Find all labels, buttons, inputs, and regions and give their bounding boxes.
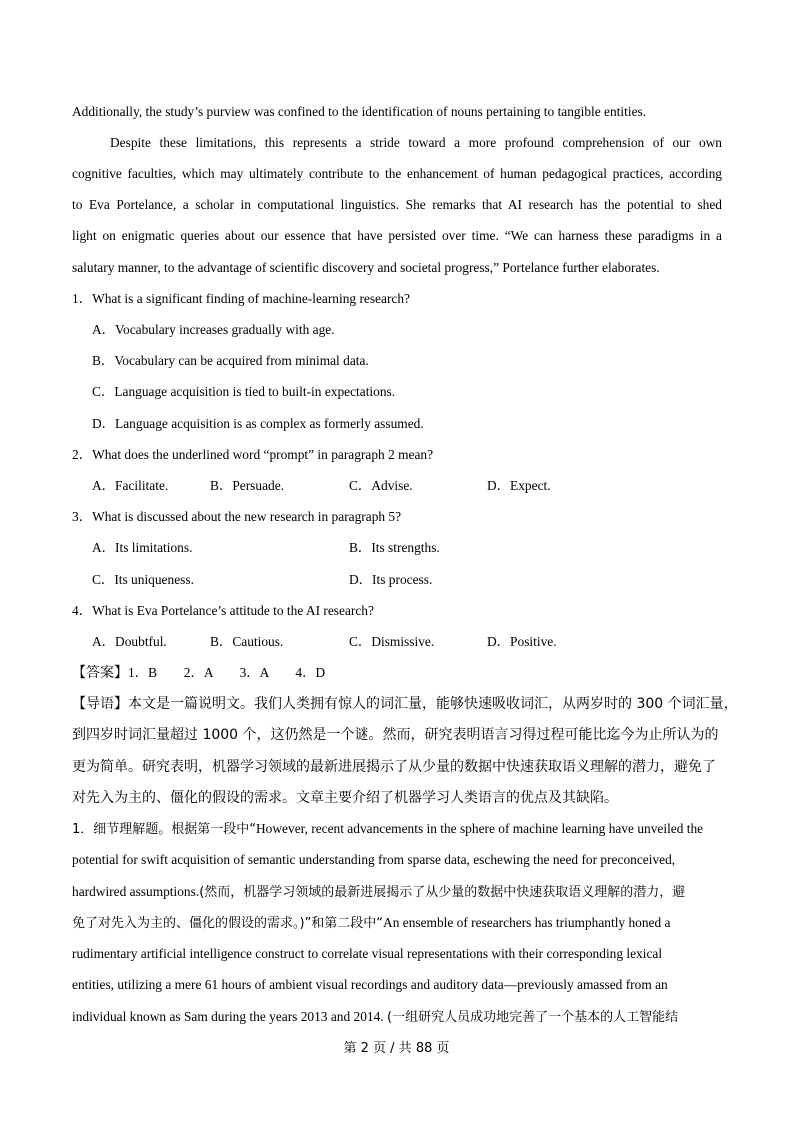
guide-text-1: 本文是一篇说明文。我们人类拥有惊人的词汇量，能够快速吸收词汇，从两岁时的 300 个词汇量， — [128, 696, 738, 712]
answer-line — [72, 661, 722, 685]
passage-line-4: to Eva Portelance, a scholar in computational linguistics. She remarks that AI research has the potential to shed — [72, 197, 722, 212]
explanation-1-zh: 1．细节理解题。根据第一段中“ — [72, 822, 257, 837]
question-1-option-d: D．Language acquisition is as complex as formerly assumed. — [92, 416, 424, 431]
question-2-stem: 2．What does the underlined word “prompt” in paragraph 2 mean? — [72, 447, 434, 462]
explanation-1-en: However, recent advancements in the sphere of machine learning have unveiled the — [256, 821, 704, 836]
question-4-option-a: A．Doubtful. — [92, 634, 167, 649]
question-2-option-d: D．Expect. — [487, 478, 551, 493]
question-3-option-a: A．Its limitations. — [92, 540, 193, 555]
guide-line-4: 对先入为主的、僵化的假设的需求。文章主要介绍了机器学习人类语言的优点及其缺陷。 — [72, 790, 618, 806]
question-2-option-b: B．Persuade. — [210, 478, 285, 493]
guide-line-1 — [72, 692, 738, 716]
question-2-option-c: C．Advise. — [349, 478, 413, 493]
explanation-7-en: individual known as Sam during the years 2013 and 2014. — [72, 1009, 388, 1024]
passage-line-2: Despite these limitations, this represents a stride toward a more profound comprehension of our own — [110, 135, 722, 150]
question-3-option-b: B．Its strengths. — [349, 540, 440, 555]
passage-line-1: Additionally, the study’s purview was confined to the identification of nouns pertaining to tangible entities. — [72, 104, 647, 119]
answer-text: 1．B 2．A 3．A 4．D — [128, 665, 326, 680]
explanation-3-en: hardwired assumptions. — [72, 884, 200, 899]
explanation-line-2: potential for swift acquisition of semantic understanding from sparse data, eschewing the need for preconceived, — [72, 852, 676, 867]
question-1-option-c: C．Language acquisition is tied to built-in expectations. — [92, 384, 396, 399]
explanation-3-zh: (然而，机器学习领域的最新进展揭示了从少量的数据中快速获取语义理解的潜力，避 — [199, 885, 686, 900]
question-2-option-a: A．Facilitate. — [92, 478, 169, 493]
question-4-option-c: C．Dismissive. — [349, 634, 435, 649]
explanation-line-5: rudimentary artificial intelligence construct to correlate visual representations with their corresponding lexical — [72, 946, 663, 961]
explanation-7-zh: (一组研究人员成功地完善了一个基本的人工智能结 — [387, 1010, 679, 1025]
explanation-4-zh: 免了对先入为主的、僵化的假设的需求。)”和第二段中“ — [72, 916, 384, 931]
question-1-option-a: A．Vocabulary increases gradually with age. — [92, 322, 335, 337]
explanation-line-1 — [72, 817, 722, 841]
answer-label: 【答案】 — [72, 665, 128, 681]
guide-line-2: 到四岁时词汇量超过 1000 个，这仍然是一个谜。然而，研究表明语言习得过程可能比迄今为止所认为的 — [72, 727, 719, 743]
question-3-option-d: D．Its process. — [349, 572, 433, 587]
passage-line-3: cognitive faculties, which may ultimately contribute to the enhancement of human pedagogical practices, according — [72, 166, 722, 181]
passage-line-6: salutary manner, to the advantage of scientific discovery and societal progress,” Portelance further elaborates. — [72, 260, 660, 275]
passage-line-5: light on enigmatic queries about our essence that have persisted over time. “We can harness these paradigms in a — [72, 228, 722, 243]
question-1-stem: 1．What is a significant finding of machine-learning research? — [72, 291, 410, 306]
page-footer: 第 2 页 / 共 88 页 — [343, 1041, 450, 1056]
explanation-4-en: An ensemble of researchers has triumphantly honed a — [383, 915, 671, 930]
guide-label: 【导语】 — [72, 696, 128, 712]
guide-line-3: 更为简单。研究表明，机器学习领域的最新进展揭示了从少量的数据中快速获取语义理解的潜力，避免了 — [72, 759, 716, 775]
question-1-option-b: B．Vocabulary can be acquired from minimal data. — [92, 353, 369, 368]
question-3-stem: 3．What is discussed about the new research in paragraph 5? — [72, 509, 402, 524]
explanation-line-6: entities, utilizing a mere 61 hours of ambient visual recordings and auditory data—previously amassed from an — [72, 977, 668, 992]
question-4-stem: 4．What is Eva Portelance’s attitude to the AI research? — [72, 603, 374, 618]
explanation-line-7 — [72, 1005, 722, 1029]
explanation-line-4 — [72, 911, 722, 935]
explanation-line-3 — [72, 880, 722, 904]
question-4-option-d: D．Positive. — [487, 634, 557, 649]
question-3-option-c: C．Its uniqueness. — [92, 572, 194, 587]
question-4-option-b: B．Cautious. — [210, 634, 284, 649]
